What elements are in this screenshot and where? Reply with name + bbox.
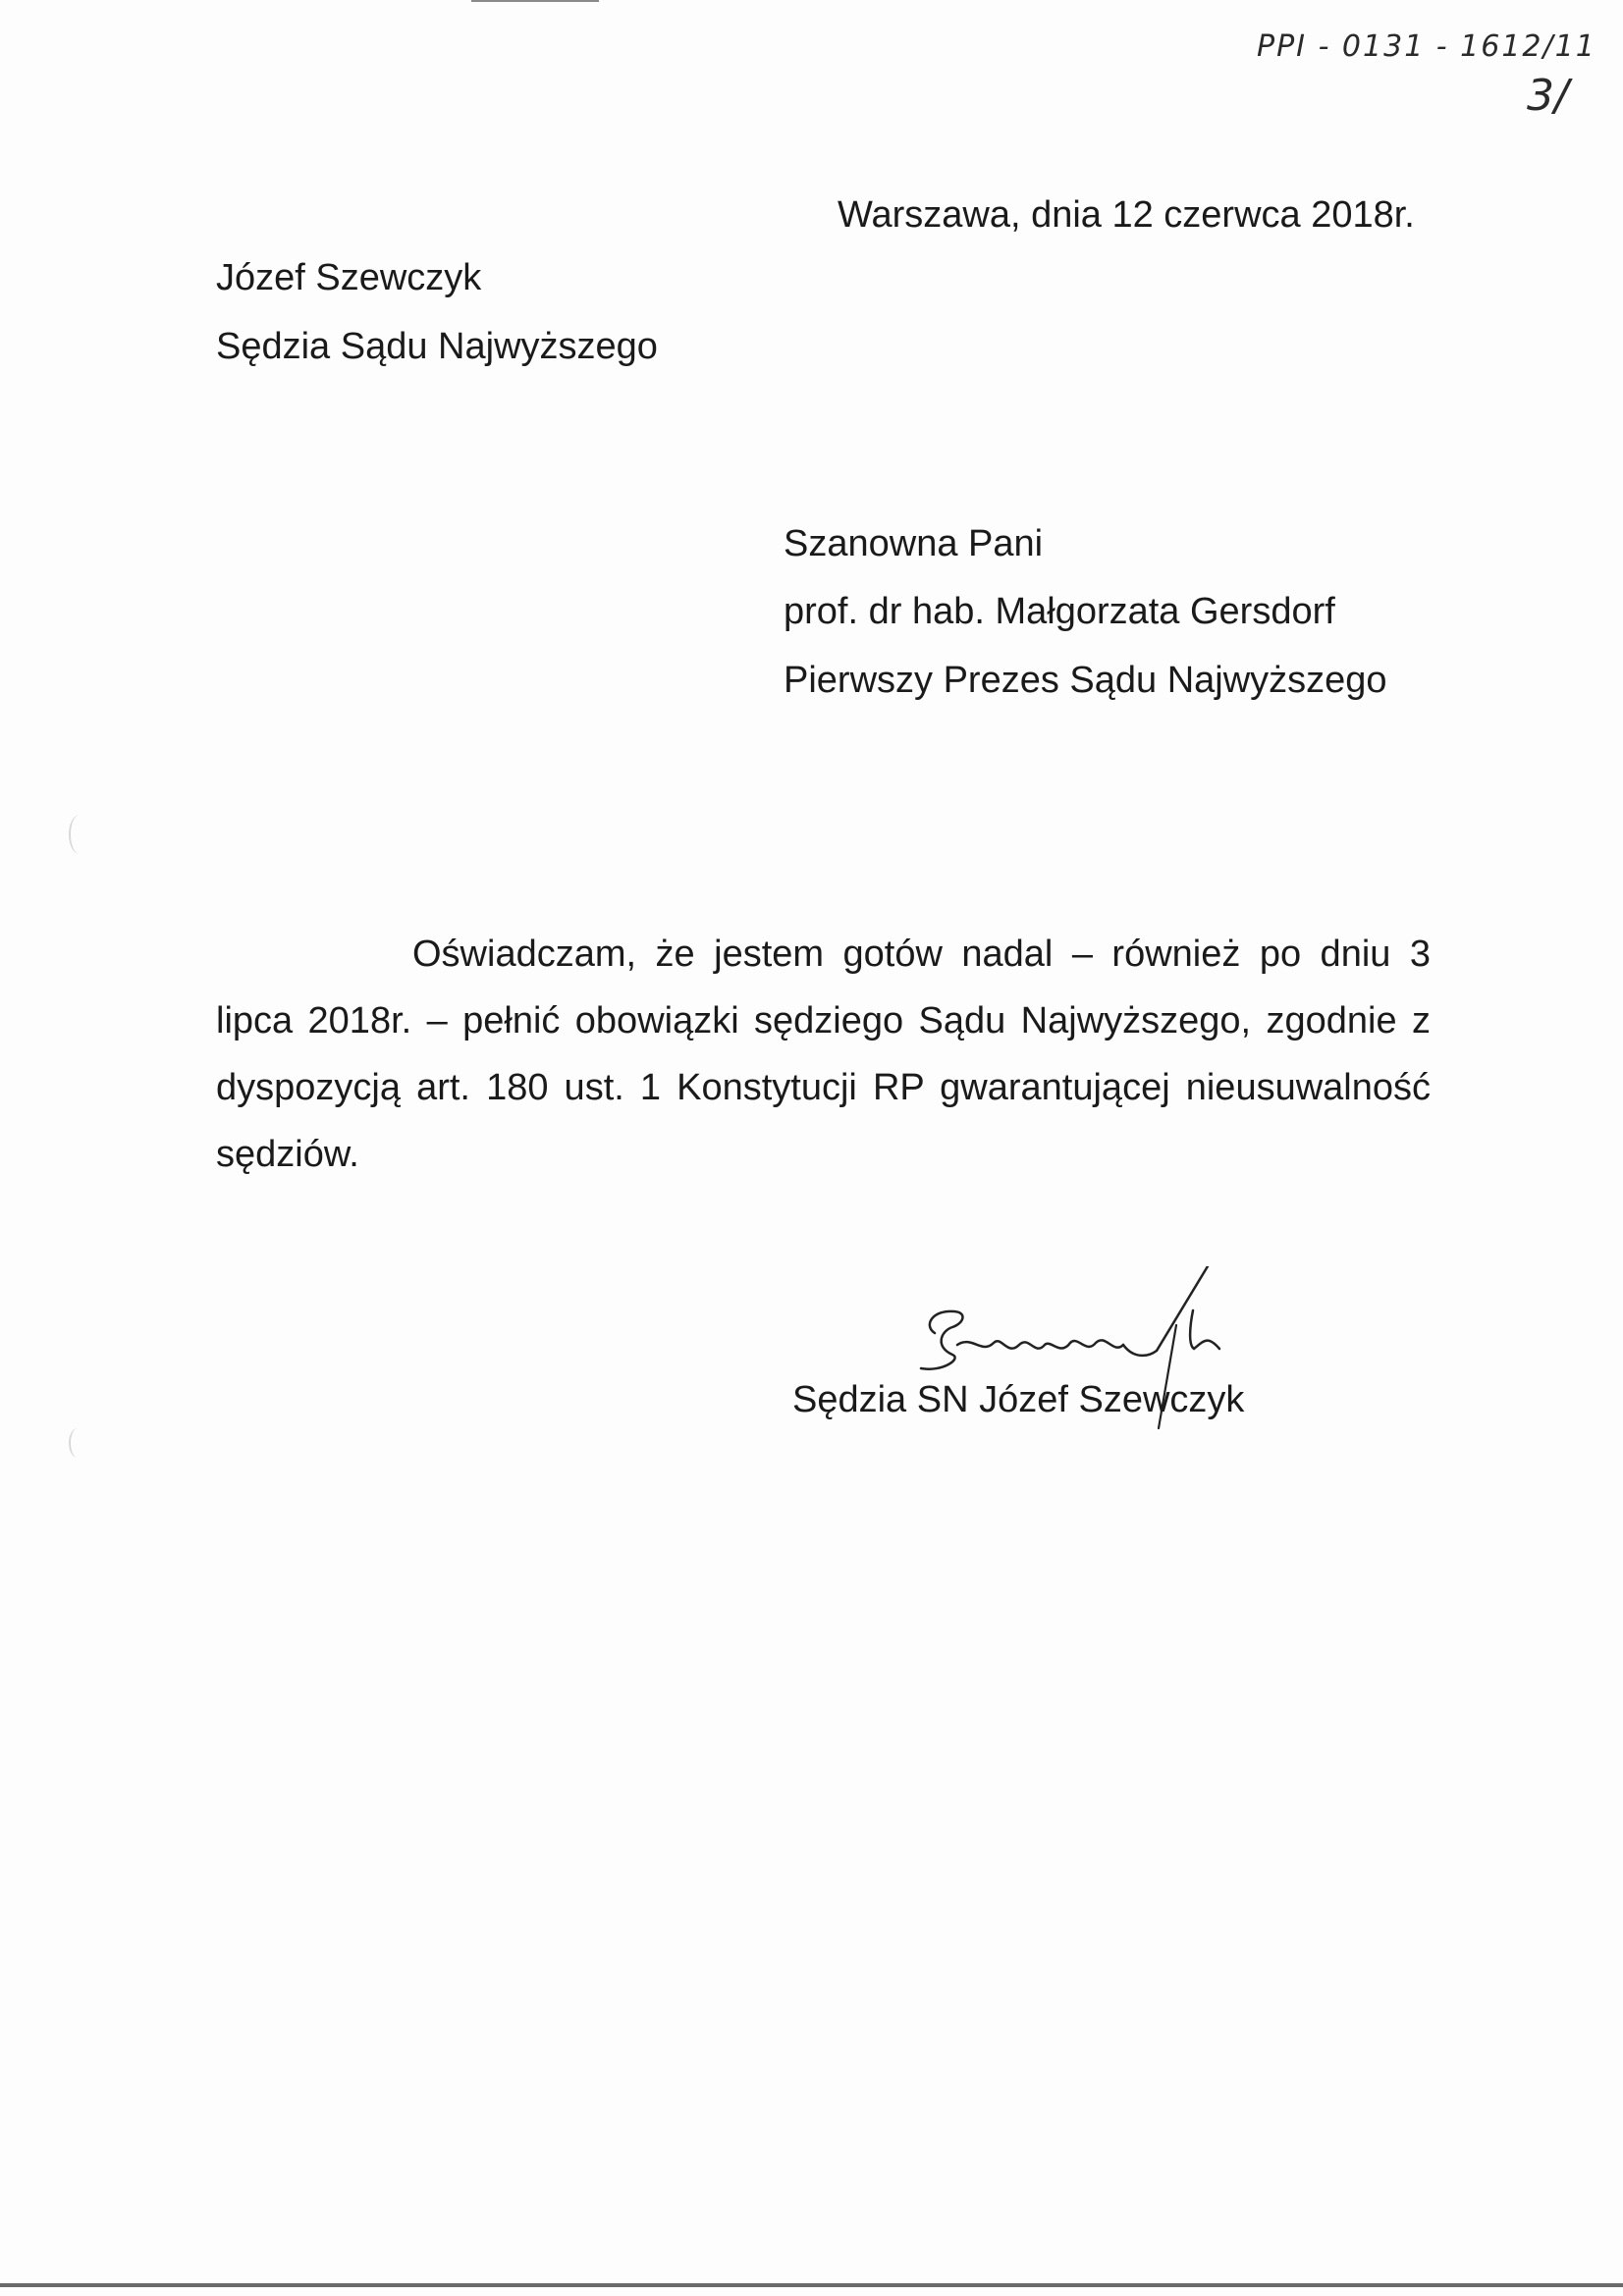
recipient-title: Pierwszy Prezes Sądu Najwyższego bbox=[784, 660, 1387, 701]
scan-bottom-edge bbox=[0, 2283, 1623, 2287]
recipient-salutation: Szanowna Pani bbox=[784, 523, 1044, 564]
scan-artifact bbox=[69, 815, 90, 854]
body-paragraph: Oświadczam, że jestem gotów nadal – również po dniu 3 lipca 2018r. – pełnić obowiązki sędziego Sądu Najwyższego, zgodnie z dyspozycją art. 180 ust. 1 Konstytucji RP gwarantującej nieusuwalność sędziów. bbox=[216, 934, 1431, 1175]
scan-edge-mark bbox=[471, 0, 599, 2]
sender-name: Józef Szewczyk bbox=[216, 257, 482, 298]
date-line: Warszawa, dnia 12 czerwca 2018r. bbox=[838, 194, 1415, 236]
recipient-name: prof. dr hab. Małgorzata Gersdorf bbox=[784, 591, 1335, 632]
sender-title: Sędzia Sądu Najwyższego bbox=[216, 326, 658, 367]
signer-line: Sędzia SN Józef Szewczyk bbox=[792, 1379, 1245, 1420]
scan-artifact bbox=[69, 1428, 86, 1458]
page-mark: 3/ bbox=[1527, 71, 1569, 121]
reference-number: PPI - 0131 - 1612/11 bbox=[1257, 29, 1596, 64]
